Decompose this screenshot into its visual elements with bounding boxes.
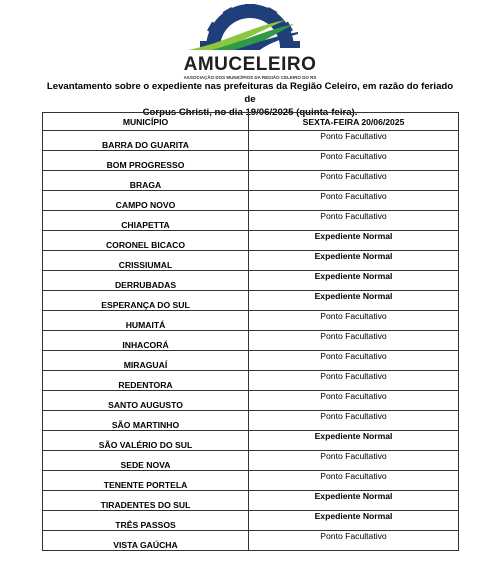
- status-cell: Ponto Facultativo: [249, 211, 459, 231]
- table-row: [43, 231, 459, 251]
- table-row: [43, 191, 459, 211]
- status-cell: Ponto Facultativo: [249, 531, 459, 551]
- brand-subtitle: ASSOCIAÇÃO DOS MUNICÍPIOS DA REGIÃO CELEIRO DO RS: [183, 75, 317, 80]
- table-row: [43, 511, 459, 531]
- table-row: [43, 131, 459, 151]
- table-row: [43, 311, 459, 331]
- status-cell: Ponto Facultativo: [249, 371, 459, 391]
- status-cell: Ponto Facultativo: [249, 191, 459, 211]
- municipio-cell: BRAGA: [43, 171, 249, 191]
- status-cell: Expediente Normal: [249, 231, 459, 251]
- amuceleiro-logo: [0, 4, 500, 80]
- municipio-cell: MIRAGUAÍ: [43, 351, 249, 371]
- status-cell: Ponto Facultativo: [249, 131, 459, 151]
- column-header-municipio: MUNICÍPIO: [43, 113, 249, 131]
- municipio-cell: DERRUBADAS: [43, 271, 249, 291]
- expediente-table: [42, 112, 459, 551]
- municipio-cell: CHIAPETTA: [43, 211, 249, 231]
- table-header-row: [43, 113, 459, 131]
- municipio-cell: VISTA GAÚCHA: [43, 531, 249, 551]
- municipio-cell: SEDE NOVA: [43, 451, 249, 471]
- table-row: [43, 471, 459, 491]
- municipio-cell: SÃO VALÉRIO DO SUL: [43, 431, 249, 451]
- table-row: [43, 331, 459, 351]
- municipio-cell: BARRA DO GUARITA: [43, 131, 249, 151]
- status-cell: Expediente Normal: [249, 511, 459, 531]
- municipio-cell: CRISSIUMAL: [43, 251, 249, 271]
- municipio-cell: TENENTE PORTELA: [43, 471, 249, 491]
- intro-line-2: Corpus Christi, no dia 19/06/2025 (quinta-feira).: [142, 107, 358, 118]
- municipio-cell: TIRADENTES DO SUL: [43, 491, 249, 511]
- table-row: [43, 271, 459, 291]
- intro-line-1: Levantamento sobre o expediente nas prefeituras da Região Celeiro, em razão do feriado de: [46, 81, 454, 105]
- municipio-cell: TRÊS PASSOS: [43, 511, 249, 531]
- table-row: [43, 291, 459, 311]
- status-cell: Ponto Facultativo: [249, 411, 459, 431]
- status-cell: Expediente Normal: [249, 291, 459, 311]
- status-cell: Ponto Facultativo: [249, 331, 459, 351]
- brand-name: AMUCELEIRO: [183, 54, 317, 75]
- status-cell: Expediente Normal: [249, 271, 459, 291]
- municipio-cell: SANTO AUGUSTO: [43, 391, 249, 411]
- table-row: [43, 391, 459, 411]
- gear-road-icon: [182, 4, 318, 54]
- municipio-cell: ESPERANÇA DO SUL: [43, 291, 249, 311]
- table-row: [43, 411, 459, 431]
- status-cell: Ponto Facultativo: [249, 151, 459, 171]
- municipio-cell: BOM PROGRESSO: [43, 151, 249, 171]
- table-row: [43, 451, 459, 471]
- table-row: [43, 531, 459, 551]
- table-row: [43, 491, 459, 511]
- municipio-cell: SÃO MARTINHO: [43, 411, 249, 431]
- table-row: [43, 211, 459, 231]
- table-row: [43, 151, 459, 171]
- status-cell: Expediente Normal: [249, 491, 459, 511]
- status-cell: Expediente Normal: [249, 431, 459, 451]
- status-cell: Expediente Normal: [249, 251, 459, 271]
- municipio-cell: CAMPO NOVO: [43, 191, 249, 211]
- municipio-cell: REDENTORA: [43, 371, 249, 391]
- table-row: [43, 351, 459, 371]
- table-row: [43, 431, 459, 451]
- status-cell: Ponto Facultativo: [249, 391, 459, 411]
- column-header-date: SEXTA-FEIRA 20/06/2025: [249, 113, 459, 131]
- status-cell: Ponto Facultativo: [249, 311, 459, 331]
- table-row: [43, 251, 459, 271]
- status-cell: Ponto Facultativo: [249, 471, 459, 491]
- municipio-cell: INHACORÁ: [43, 331, 249, 351]
- status-cell: Ponto Facultativo: [249, 351, 459, 371]
- status-cell: Ponto Facultativo: [249, 171, 459, 191]
- municipio-cell: CORONEL BICACO: [43, 231, 249, 251]
- table-row: [43, 171, 459, 191]
- status-cell: Ponto Facultativo: [249, 451, 459, 471]
- table-row: [43, 371, 459, 391]
- municipio-cell: HUMAITÁ: [43, 311, 249, 331]
